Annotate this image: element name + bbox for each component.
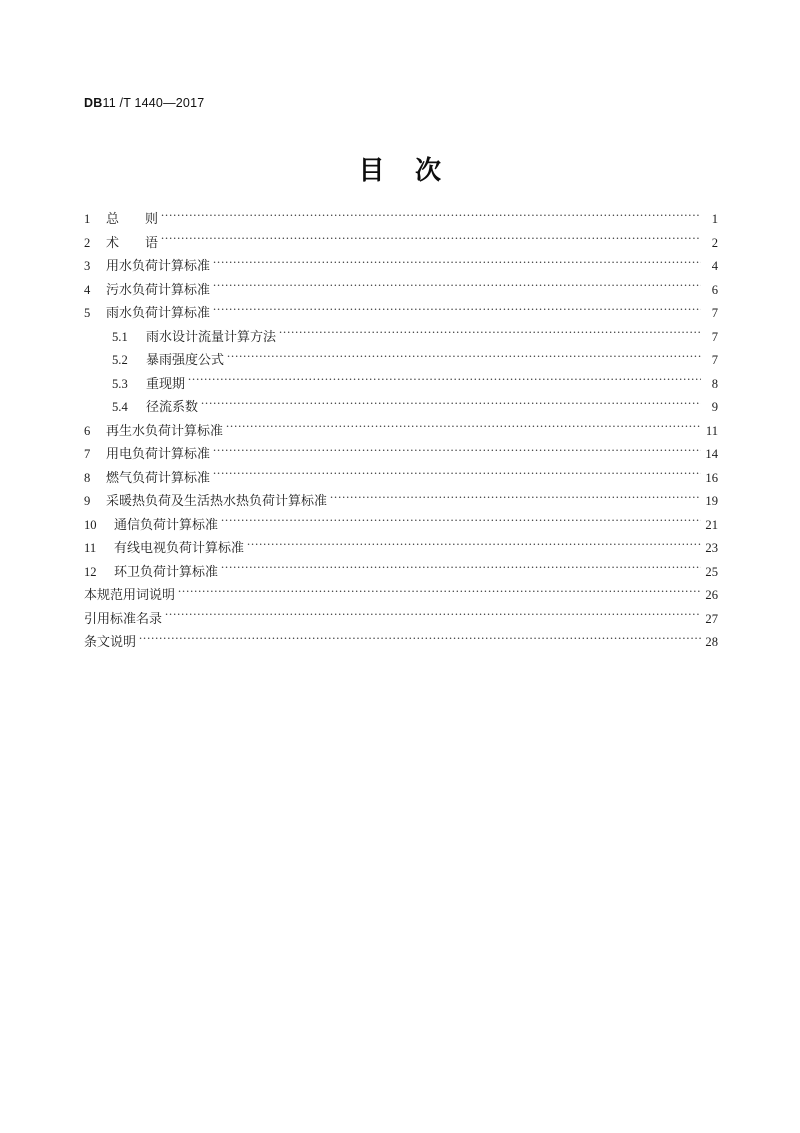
toc-entry-number: 5.1 bbox=[112, 329, 128, 344]
toc-entry[interactable] bbox=[84, 561, 718, 585]
toc-entry-label: 环卫负荷计算标准 bbox=[114, 564, 219, 580]
toc-entry[interactable] bbox=[84, 584, 718, 608]
toc-entry-label: 本规范用词说明 bbox=[84, 588, 176, 603]
toc-dot-leader bbox=[188, 374, 701, 387]
toc-entry[interactable] bbox=[84, 349, 718, 373]
toc-dot-leader bbox=[213, 468, 701, 481]
toc-entry-label bbox=[106, 232, 160, 256]
toc-dot-leader bbox=[213, 304, 701, 317]
toc-entry-number: 12 bbox=[84, 564, 97, 579]
toc-entry[interactable] bbox=[84, 302, 718, 326]
toc-entry[interactable] bbox=[84, 255, 718, 279]
toc-entry-number: 6 bbox=[84, 423, 91, 438]
toc-dot-leader bbox=[201, 398, 701, 411]
toc-dot-leader bbox=[279, 327, 701, 340]
toc-dot-leader bbox=[213, 280, 701, 293]
toc-entry-number: 5.3 bbox=[112, 376, 128, 391]
toc-page-number: 9 bbox=[711, 400, 718, 414]
page-title-char-2: 次 bbox=[415, 155, 442, 185]
standard-prefix: DB bbox=[84, 96, 103, 110]
toc-entry-number: 2 bbox=[84, 235, 91, 250]
toc-entry[interactable] bbox=[84, 208, 718, 232]
toc-entry[interactable] bbox=[84, 373, 718, 397]
page-title-char-1: 目 bbox=[358, 155, 385, 185]
standard-code-header bbox=[84, 96, 204, 110]
toc-page-number: 23 bbox=[705, 541, 718, 555]
toc-entry[interactable] bbox=[84, 396, 718, 420]
toc-entry-label-part-a: 术 bbox=[106, 235, 120, 251]
toc-page-number: 2 bbox=[711, 235, 718, 250]
toc-dot-leader bbox=[247, 539, 701, 552]
toc-entry[interactable] bbox=[84, 631, 718, 655]
toc-entry-number: 5.2 bbox=[112, 353, 128, 367]
toc-entry-number: 11 bbox=[84, 541, 97, 555]
toc-entry-label: 采暖热负荷及生活热水热负荷计算标准 bbox=[106, 494, 328, 509]
toc-page-number: 8 bbox=[711, 376, 718, 391]
page-title bbox=[0, 150, 800, 187]
toc-entry[interactable] bbox=[84, 537, 718, 561]
toc-entry-number: 10 bbox=[84, 517, 97, 532]
toc-page-number: 14 bbox=[705, 447, 718, 461]
toc-page-number: 7 bbox=[711, 329, 718, 344]
toc-entry-label: 用水负荷计算标准 bbox=[106, 259, 211, 274]
toc-dot-leader bbox=[178, 586, 701, 599]
toc-entry[interactable] bbox=[84, 514, 718, 538]
toc-page-number: 26 bbox=[705, 588, 718, 602]
toc-entry-number: 3 bbox=[84, 259, 91, 273]
toc-dot-leader bbox=[161, 210, 701, 223]
toc-page-number: 28 bbox=[705, 635, 718, 649]
toc-dot-leader bbox=[221, 562, 701, 575]
toc-entry[interactable] bbox=[84, 608, 718, 632]
toc-entry-number: 5.4 bbox=[112, 400, 128, 414]
toc-entry-number: 8 bbox=[84, 470, 91, 485]
toc-page-number: 27 bbox=[705, 611, 718, 626]
toc-dot-leader bbox=[226, 421, 701, 434]
toc-entry[interactable] bbox=[84, 232, 718, 256]
toc-page-number: 7 bbox=[711, 306, 718, 320]
toc-entry-label bbox=[106, 208, 160, 232]
toc-entry-number: 7 bbox=[84, 447, 91, 461]
table-of-contents bbox=[84, 208, 718, 655]
toc-dot-leader bbox=[165, 609, 701, 622]
toc-entry[interactable] bbox=[84, 326, 718, 350]
toc-entry-label: 有线电视负荷计算标准 bbox=[114, 541, 245, 556]
toc-entry-label-part-b: 则 bbox=[145, 212, 159, 227]
toc-dot-leader bbox=[221, 515, 701, 528]
toc-dot-leader bbox=[213, 445, 701, 458]
toc-entry[interactable] bbox=[84, 279, 718, 303]
toc-entry-label: 条文说明 bbox=[84, 635, 137, 650]
toc-entry-label-part-a: 总 bbox=[106, 212, 120, 227]
toc-page-number: 6 bbox=[711, 282, 718, 297]
toc-entry-label: 燃气负荷计算标准 bbox=[106, 470, 211, 486]
toc-dot-leader bbox=[139, 633, 701, 646]
toc-page-number: 4 bbox=[711, 259, 718, 273]
toc-entry-number: 4 bbox=[84, 282, 91, 297]
toc-entry-number: 1 bbox=[84, 212, 91, 226]
toc-entry-label: 引用标准名录 bbox=[84, 611, 163, 627]
toc-entry-label: 重现期 bbox=[146, 376, 186, 392]
toc-page-number: 25 bbox=[705, 564, 718, 579]
toc-entry-label: 雨水设计流量计算方法 bbox=[146, 329, 277, 345]
toc-entry-label: 用电负荷计算标准 bbox=[106, 447, 211, 462]
toc-entry-label: 再生水负荷计算标准 bbox=[106, 423, 224, 439]
toc-entry-label: 雨水负荷计算标准 bbox=[106, 306, 211, 321]
toc-entry[interactable] bbox=[84, 420, 718, 444]
toc-entry-label: 污水负荷计算标准 bbox=[106, 282, 211, 298]
toc-dot-leader bbox=[161, 233, 701, 246]
toc-page-number: 11 bbox=[705, 423, 718, 438]
toc-entry-number: 9 bbox=[84, 494, 91, 508]
toc-entry-label: 通信负荷计算标准 bbox=[114, 517, 219, 533]
toc-dot-leader bbox=[330, 492, 701, 505]
toc-entry[interactable] bbox=[84, 490, 718, 514]
toc-entry[interactable] bbox=[84, 443, 718, 467]
toc-entry-label: 暴雨强度公式 bbox=[146, 353, 225, 368]
toc-page-number: 16 bbox=[705, 470, 718, 485]
toc-entry[interactable] bbox=[84, 467, 718, 491]
toc-page-number: 7 bbox=[711, 353, 718, 367]
toc-page-number: 21 bbox=[705, 517, 718, 532]
toc-entry-label: 径流系数 bbox=[146, 400, 199, 415]
toc-dot-leader bbox=[227, 351, 701, 364]
toc-entry-label-part-b: 语 bbox=[145, 235, 159, 251]
toc-dot-leader bbox=[213, 257, 701, 270]
toc-page-number: 19 bbox=[705, 494, 718, 508]
standard-number: 11 /T 1440—2017 bbox=[102, 96, 205, 110]
toc-page-number: 1 bbox=[711, 212, 718, 226]
toc-entry-number: 5 bbox=[84, 306, 91, 320]
